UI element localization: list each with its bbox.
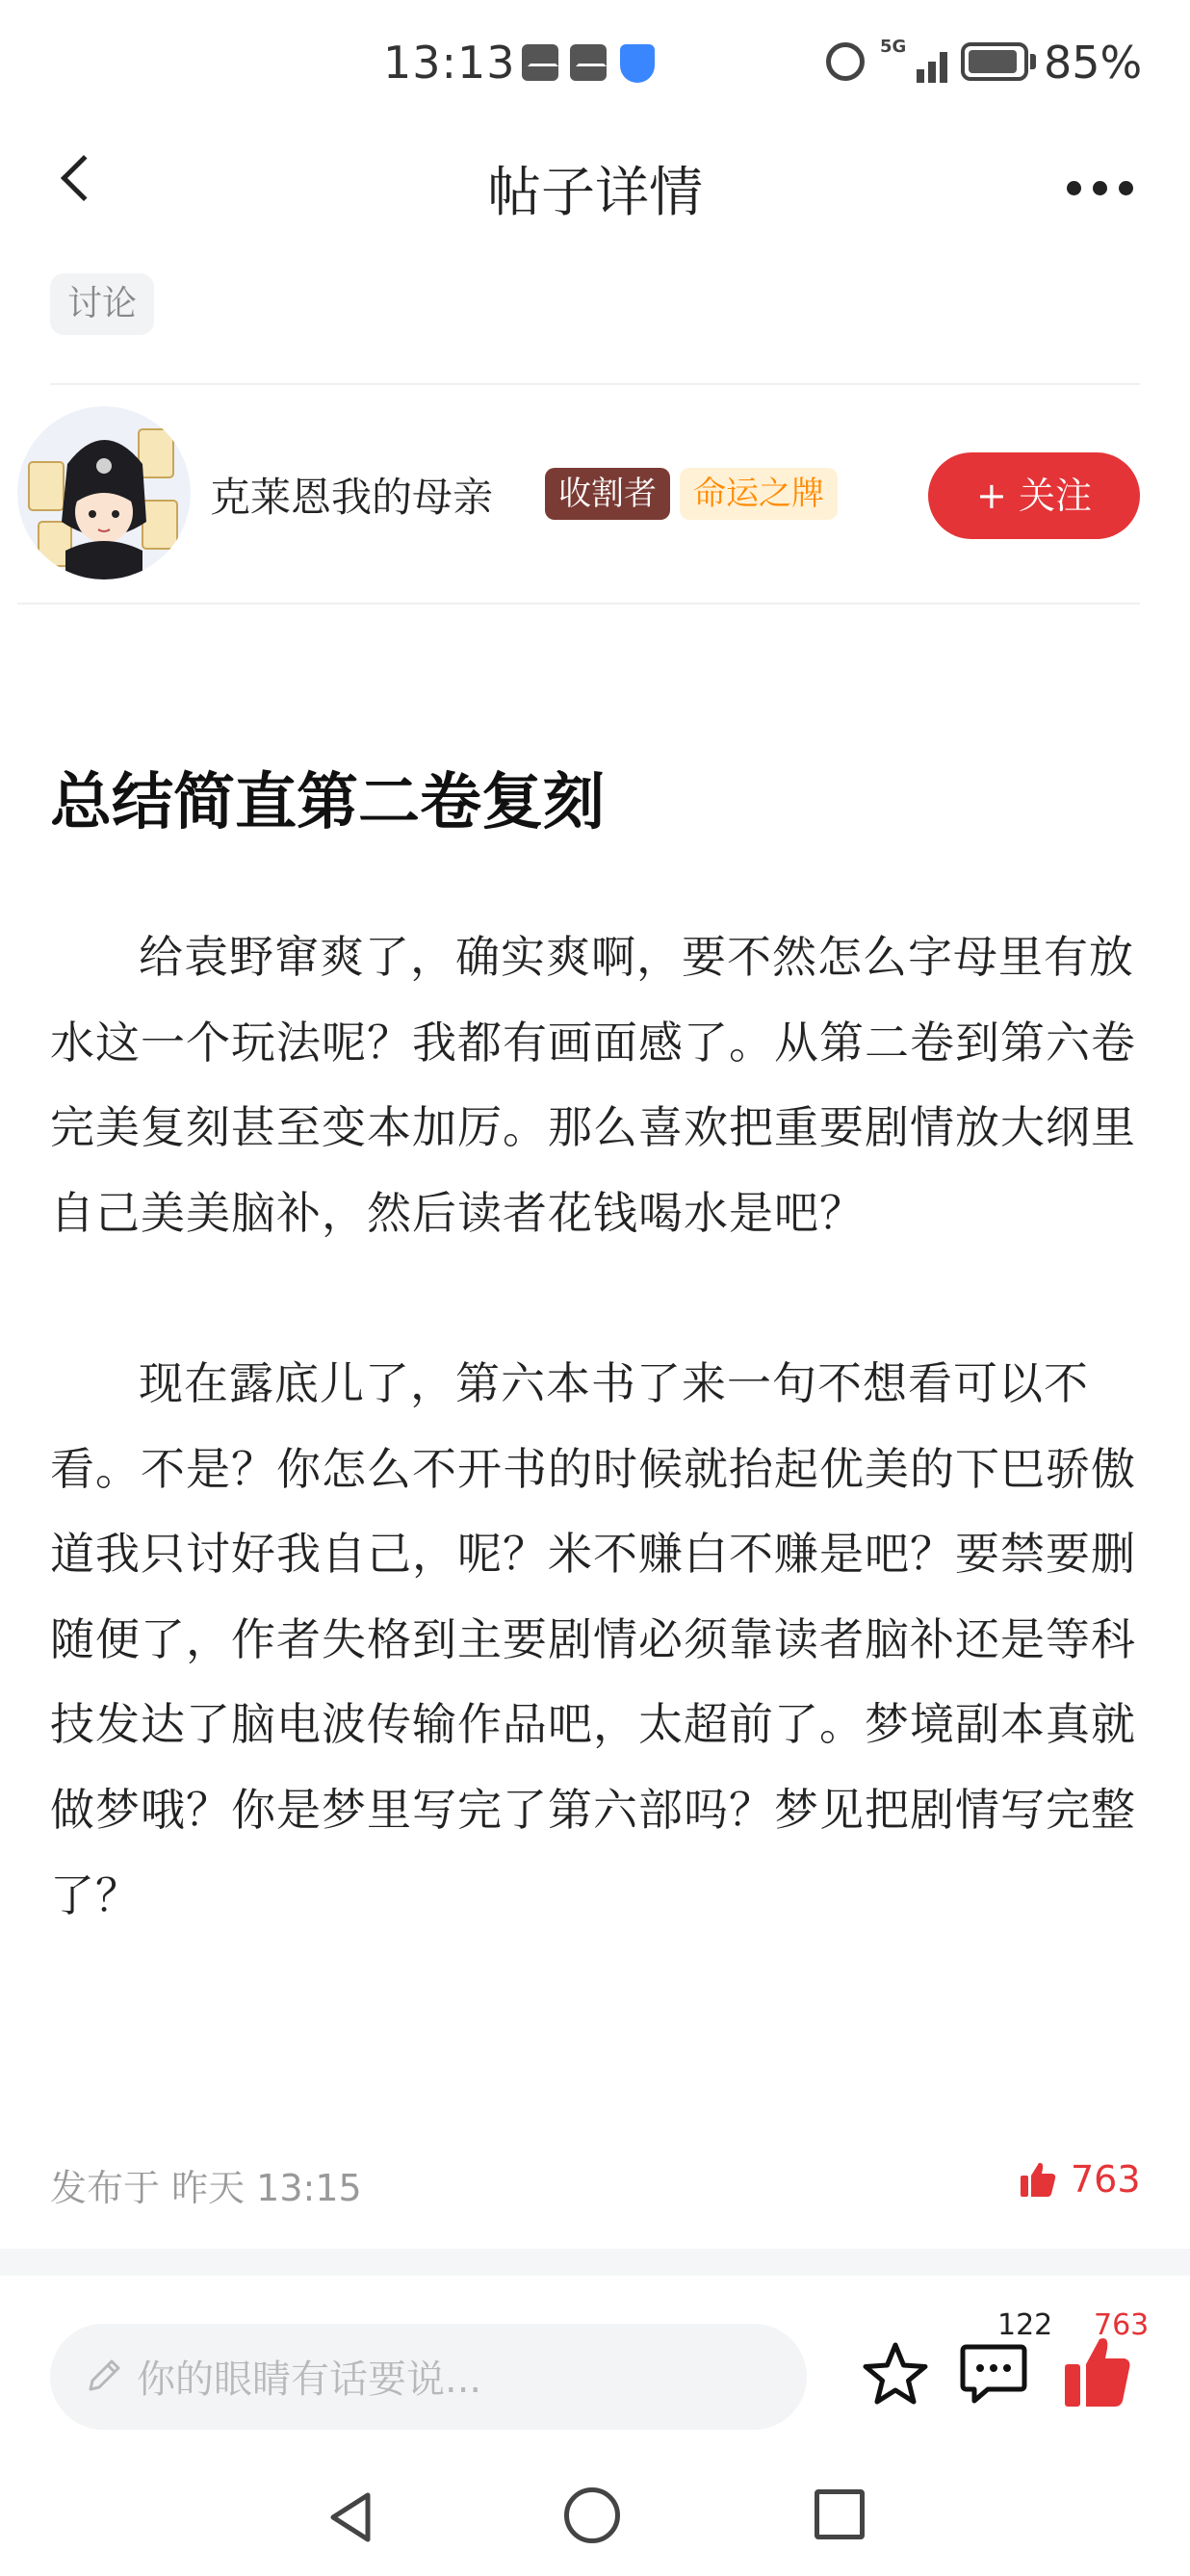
star-icon[interactable] — [861, 2339, 930, 2409]
battery-level — [969, 50, 1017, 73]
post-like-count: 763 — [1071, 2158, 1141, 2201]
author-badge-fate-card: 命运之牌 — [680, 468, 838, 520]
more-options-icon[interactable] — [1067, 181, 1134, 196]
post-title: 总结简直第二卷复刻 — [50, 766, 605, 838]
author-badge-reaper: 收割者 — [545, 468, 670, 520]
nav-recent-apps-icon[interactable] — [815, 2489, 865, 2539]
thumbs-up-icon[interactable] — [1019, 2160, 1057, 2199]
mail-notification-icon — [522, 44, 558, 81]
author-name[interactable]: 克莱恩我的母亲 — [210, 474, 494, 521]
comment-count: 122 — [997, 2308, 1053, 2342]
shield-icon — [620, 44, 655, 83]
post-paragraph: 现在露底儿了，第六本书了来一句不想看可以不看。不是？你怎么不开书的时候就抬起优美的下巴骄傲道我只讨好我自己，呢？米不赚白不赚是吧？要禁要删随便了，作者失格到主要剧情必须靠读者脑补还是等科技发达了脑电波传输作品吧，太超前了。梦境副本真就做梦哦？你是梦里写完了第六部吗？梦见把剧情写完整了？ — [50, 1357, 1136, 1921]
divider — [17, 603, 1140, 605]
pencil-icon — [83, 2355, 125, 2397]
network-type: 5G — [880, 37, 907, 57]
status-bar — [0, 0, 1190, 125]
status-time: 13:13 — [383, 37, 516, 89]
alarm-icon — [826, 42, 865, 81]
comment-placeholder[interactable]: 你的眼睛有话要说... — [137, 2357, 482, 2402]
nav-back-icon[interactable] — [323, 2487, 383, 2547]
like-count: 763 — [1094, 2308, 1150, 2342]
publish-time: 发布于 昨天 13:15 — [50, 2167, 362, 2209]
post-tag[interactable]: 讨论 — [50, 273, 154, 335]
avatar[interactable] — [17, 406, 191, 580]
battery-percent: 85% — [1044, 37, 1143, 89]
section-separator — [0, 2249, 1190, 2276]
follow-button[interactable]: + 关注 — [928, 452, 1140, 539]
divider — [50, 383, 1140, 385]
comment-icon[interactable] — [959, 2341, 1028, 2407]
thumbs-up-icon[interactable] — [1063, 2333, 1132, 2409]
page-title: 帖子详情 — [487, 162, 703, 224]
nav-home-icon[interactable] — [564, 2487, 620, 2543]
signal-icon — [880, 37, 951, 83]
post-paragraph: 给袁野窜爽了，确实爽啊，要不然怎么字母里有放水这一个玩法呢？我都有画面感了。从第二卷到第六卷完美复刻甚至变本加厉。那么喜欢把重要剧情放大纲里自己美美脑补，然后读者花钱喝水是吧？ — [50, 931, 1136, 1239]
mail-notification-icon — [570, 44, 607, 81]
